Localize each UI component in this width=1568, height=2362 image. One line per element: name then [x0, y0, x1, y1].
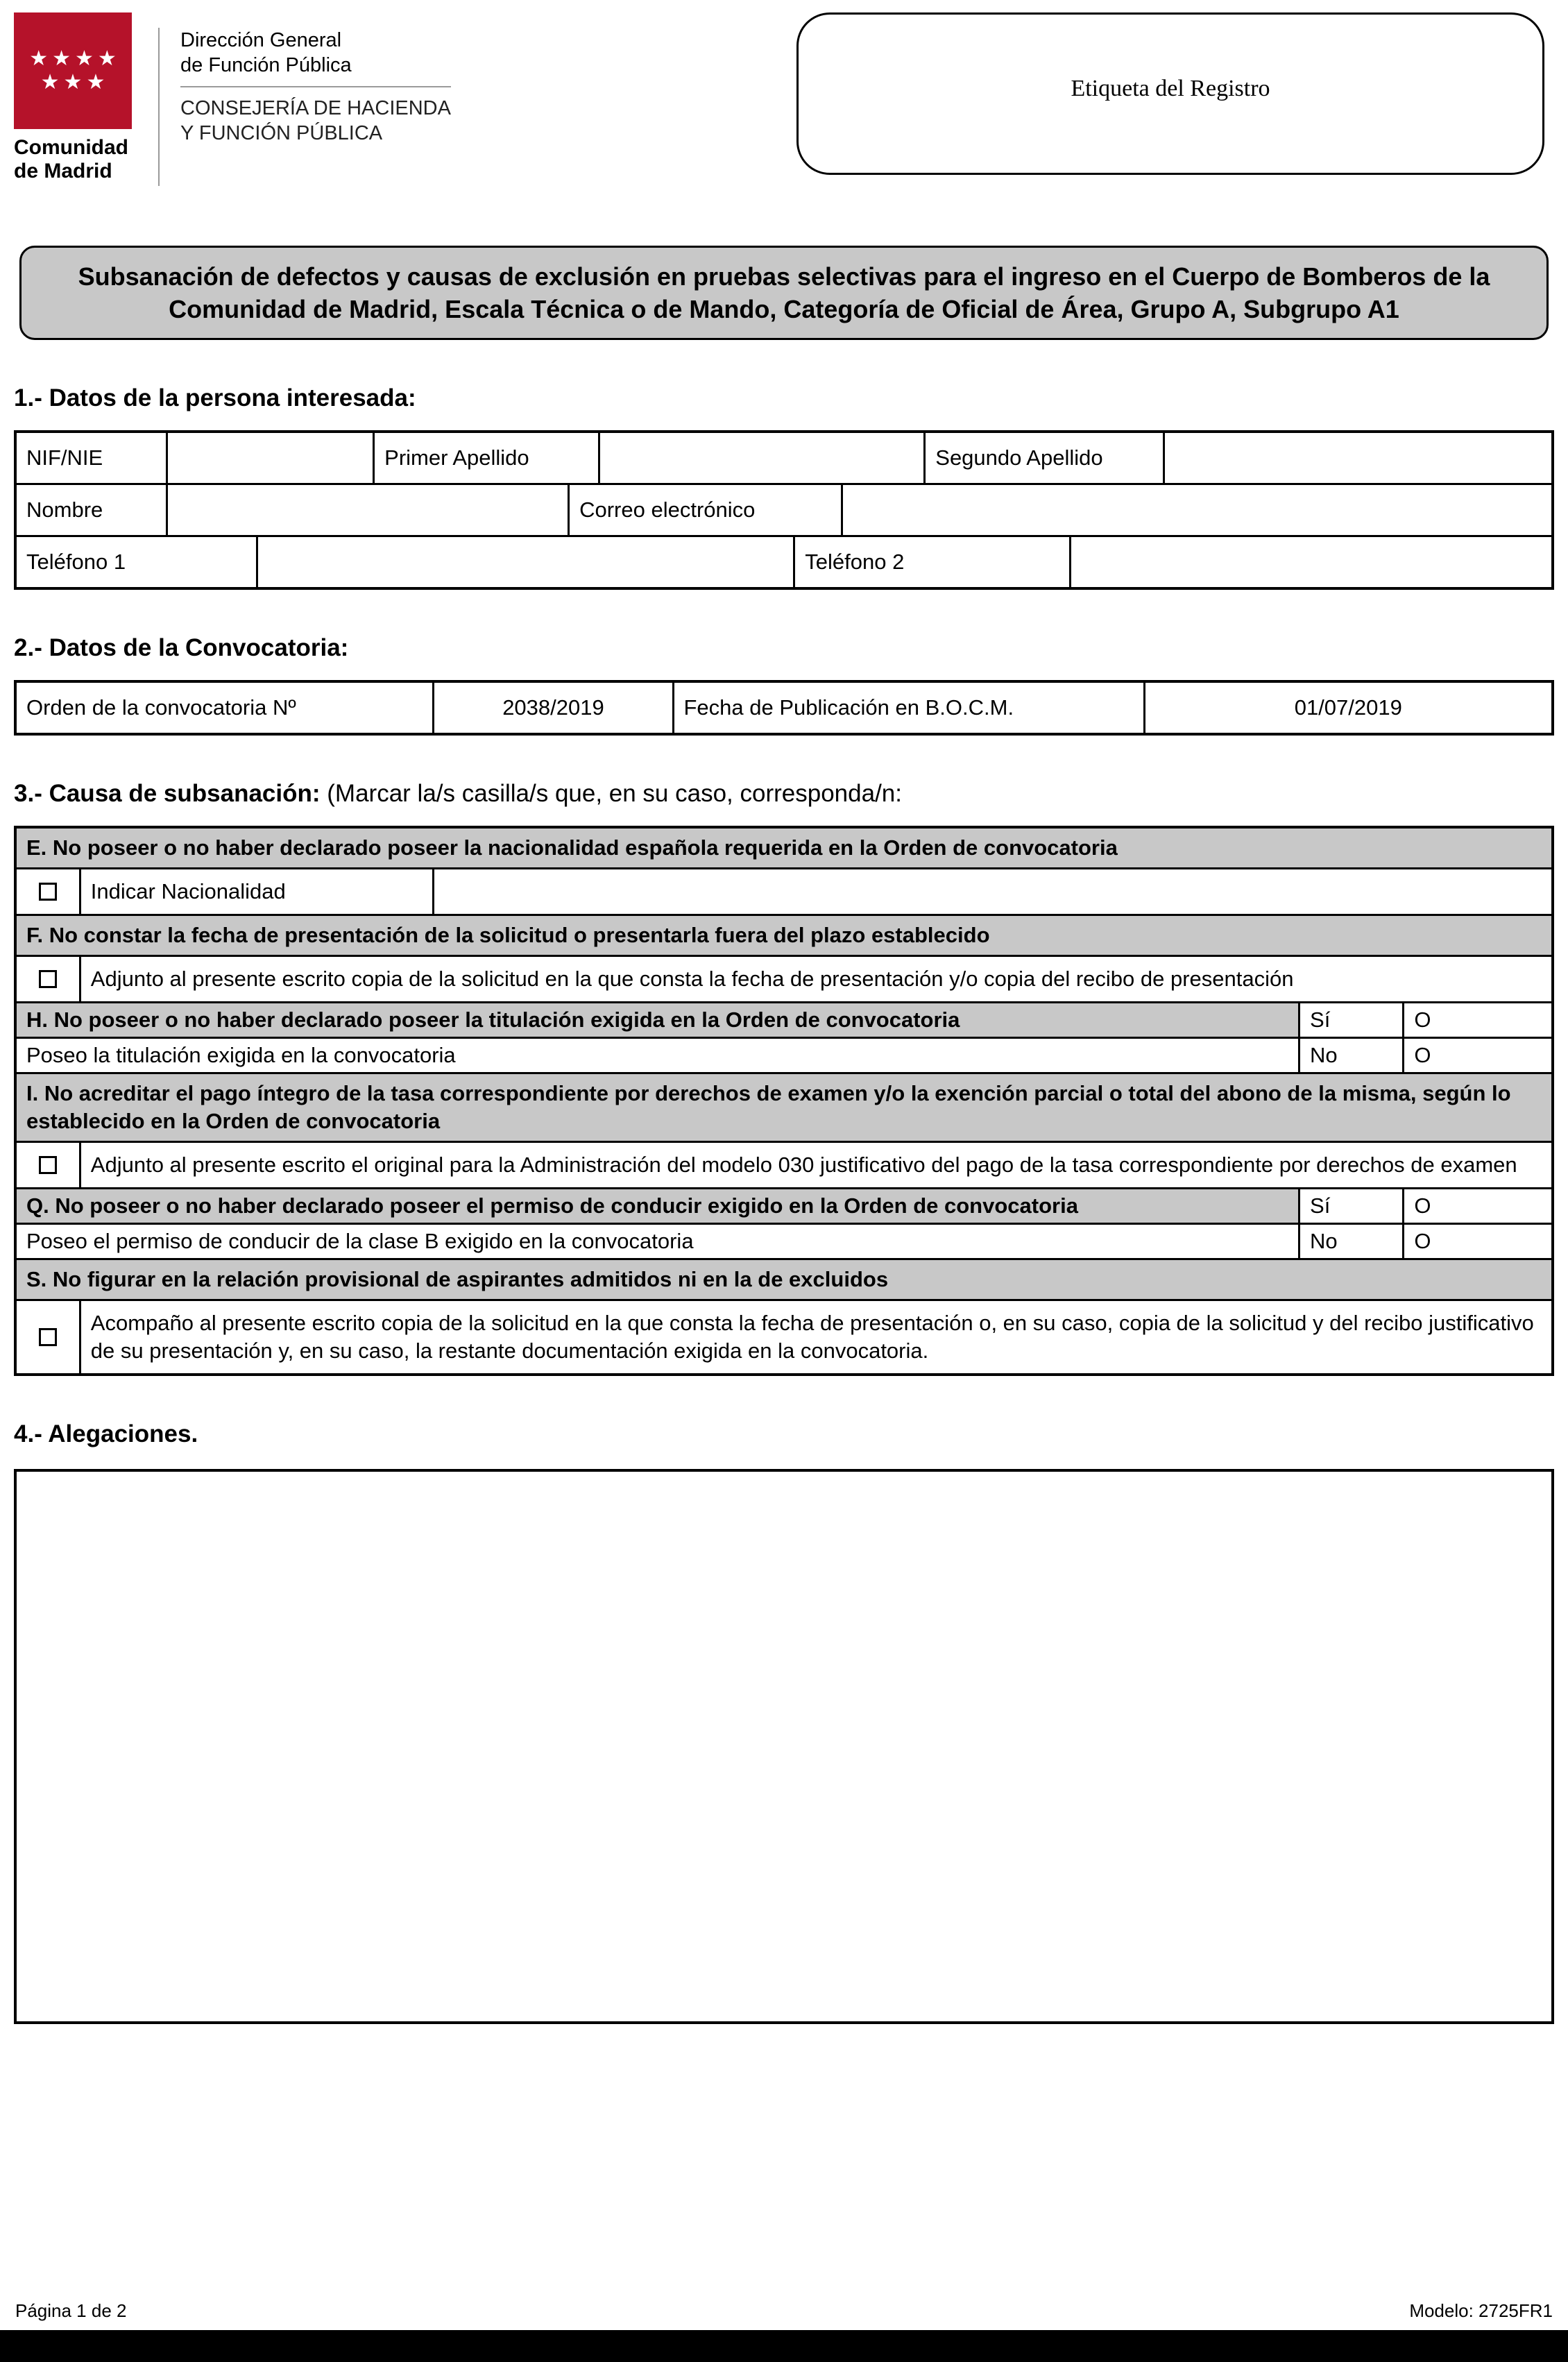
causa-e-label: Indicar Nacionalidad — [79, 869, 432, 914]
table-row — [17, 535, 1551, 587]
form-title-box — [19, 246, 1549, 340]
segundo-apellido-label: Segundo Apellido — [923, 433, 1163, 483]
causa-e-header: E. No poseer o no haber declarado poseer la nacionalidad española requerida en la Orden de convocatoria — [17, 829, 1551, 867]
causa-h-header: H. No poseer o no haber declarado poseer la titulación exigida en la Orden de convocatoria — [17, 1003, 1298, 1037]
causa-f-text: Adjunto al presente escrito copia de la solicitud en la que consta la fecha de presentación y/o copia del recibo de presentación — [79, 957, 1551, 1001]
table-row — [17, 1223, 1551, 1258]
checkbox-icon — [39, 1328, 57, 1346]
convocatoria-table — [14, 680, 1554, 736]
registry-label-box — [796, 12, 1544, 175]
table-row — [17, 955, 1551, 1001]
segundo-apellido-input[interactable] — [1163, 433, 1551, 483]
table-row — [17, 1187, 1551, 1223]
causa-q-text: Poseo el permiso de conducir de la clase B exigido en la convocatoria — [26, 1229, 694, 1253]
primer-apellido-input[interactable] — [598, 433, 923, 483]
telefono1-label: Teléfono 1 — [26, 550, 126, 574]
primer-apellido-label: Primer Apellido — [373, 433, 598, 483]
causa-f-header: F. No constar la fecha de presentación de la solicitud o presentarla fuera del plazo establecido — [17, 916, 1551, 955]
madrid-flag-icon — [14, 12, 132, 129]
section3-heading-bold: 3.- Causa de subsanación: — [14, 780, 321, 807]
alegaciones-input-box[interactable] — [14, 1469, 1554, 2024]
nif-input[interactable] — [166, 433, 373, 483]
department-block — [158, 28, 451, 186]
logo-wordmark — [14, 136, 139, 183]
causa-q-si-label: Sí — [1298, 1189, 1402, 1223]
registry-label: Etiqueta del Registro — [1071, 76, 1270, 101]
nombre-input[interactable] — [166, 485, 568, 535]
bottom-black-bar — [0, 2330, 1568, 2362]
department-name-line2: de Función Pública — [180, 54, 352, 76]
causa-q-header: Q. No poseer o no haber declarado poseer el permiso de conducir exigido en la Orden de convocatoria — [17, 1189, 1298, 1223]
section1-heading: 1.- Datos de la persona interesada: — [14, 384, 416, 411]
department-name — [180, 28, 451, 78]
telefono2-label: Teléfono 2 — [793, 537, 1069, 587]
page-footer — [15, 2300, 1553, 2322]
causa-f-checkbox[interactable] — [17, 957, 79, 1001]
madrid-logo — [14, 12, 139, 186]
checkbox-icon — [39, 970, 57, 988]
personal-data-table — [14, 430, 1554, 590]
orden-value: 2038/2019 — [432, 683, 672, 733]
telefono1-input[interactable] — [256, 537, 793, 587]
table-row — [17, 1141, 1551, 1187]
table-row — [17, 914, 1551, 955]
table-row — [17, 683, 1551, 733]
fecha-publicacion-value: 01/07/2019 — [1143, 683, 1551, 733]
causa-s-header: S. No figurar en la relación provisional de aspirantes admitidos ni en la de excluidos — [17, 1260, 1551, 1299]
fecha-publicacion-label: Fecha de Publicación en B.O.C.M. — [672, 683, 1143, 733]
table-row — [17, 829, 1551, 867]
section4-heading: 4.- Alegaciones. — [14, 1420, 198, 1447]
checkbox-icon — [39, 1156, 57, 1174]
consejeria-name — [180, 86, 451, 146]
causa-h-no-label: No — [1298, 1039, 1402, 1072]
causa-s-checkbox[interactable] — [17, 1301, 79, 1373]
flag-stars-bottom: ★★★ — [40, 71, 110, 94]
page-number: Página 1 de 2 — [15, 2300, 127, 2321]
section3-heading — [14, 780, 1554, 808]
causa-q-no-option[interactable]: O — [1402, 1225, 1551, 1258]
table-row — [17, 1072, 1551, 1141]
orden-label: Orden de la convocatoria Nº — [26, 695, 296, 720]
table-row — [17, 483, 1551, 535]
consejeria-name-line1: CONSEJERÍA DE HACIENDA — [180, 97, 451, 119]
causa-i-header: I. No acreditar el pago íntegro de la tasa correspondiente por derechos de examen y/o la exención parcial o total del abono de la misma, según lo establecido en la Orden de convocatoria — [17, 1074, 1551, 1141]
table-row — [17, 1037, 1551, 1072]
nombre-label: Nombre — [26, 498, 103, 522]
form-header — [14, 12, 1554, 186]
table-row — [17, 1299, 1551, 1373]
table-row — [17, 433, 1551, 483]
telefono2-input[interactable] — [1069, 537, 1551, 587]
causa-subsanacion-table — [14, 826, 1554, 1376]
causa-h-text: Poseo la titulación exigida en la convocatoria — [26, 1043, 456, 1067]
table-row — [17, 1001, 1551, 1037]
causa-h-no-option[interactable]: O — [1402, 1039, 1551, 1072]
form-title: Subsanación de defectos y causas de exclusión en pruebas selectivas para el ingreso en el Cuerpo de Bomberos de la Comunidad de Madrid, Escala Técnica o de Mando, Categoría de Oficial de Área, Grupo A, Subgrupo A1 — [78, 262, 1490, 323]
checkbox-icon — [39, 883, 57, 901]
table-row — [17, 1258, 1551, 1299]
causa-q-si-option[interactable]: O — [1402, 1189, 1551, 1223]
correo-label: Correo electrónico — [568, 485, 841, 535]
model-number: Modelo: 2725FR1 — [1409, 2300, 1553, 2321]
section3-heading-note: (Marcar la/s casilla/s que, en su caso, corresponda/n: — [327, 780, 902, 807]
consejeria-name-line2: Y FUNCIÓN PÚBLICA — [180, 122, 383, 144]
nif-label: NIF/NIE — [26, 445, 103, 470]
causa-q-no-label: No — [1298, 1225, 1402, 1258]
logo-region-line1: Comunidad — [14, 136, 128, 159]
causa-h-si-label: Sí — [1298, 1003, 1402, 1037]
section2-heading: 2.- Datos de la Convocatoria: — [14, 634, 349, 661]
table-row — [17, 867, 1551, 914]
causa-i-checkbox[interactable] — [17, 1143, 79, 1187]
flag-stars-top: ★★★★ — [29, 47, 121, 70]
nacionalidad-input[interactable] — [432, 869, 1551, 914]
causa-s-text: Acompaño al presente escrito copia de la solicitud en la que consta la fecha de presentación o, en su caso, copia de la solicitud y del recibo justificativo de su presentación y, en su caso, la restante documentación exigida en la convocatoria. — [79, 1301, 1551, 1373]
department-name-line1: Dirección General — [180, 29, 342, 51]
causa-h-si-option[interactable]: O — [1402, 1003, 1551, 1037]
logo-region-line2: de Madrid — [14, 160, 112, 182]
causa-e-checkbox[interactable] — [17, 869, 79, 914]
causa-i-text: Adjunto al presente escrito el original para la Administración del modelo 030 justificativo del pago de la tasa correspondiente por derechos de examen — [79, 1143, 1551, 1187]
correo-input[interactable] — [841, 485, 1551, 535]
